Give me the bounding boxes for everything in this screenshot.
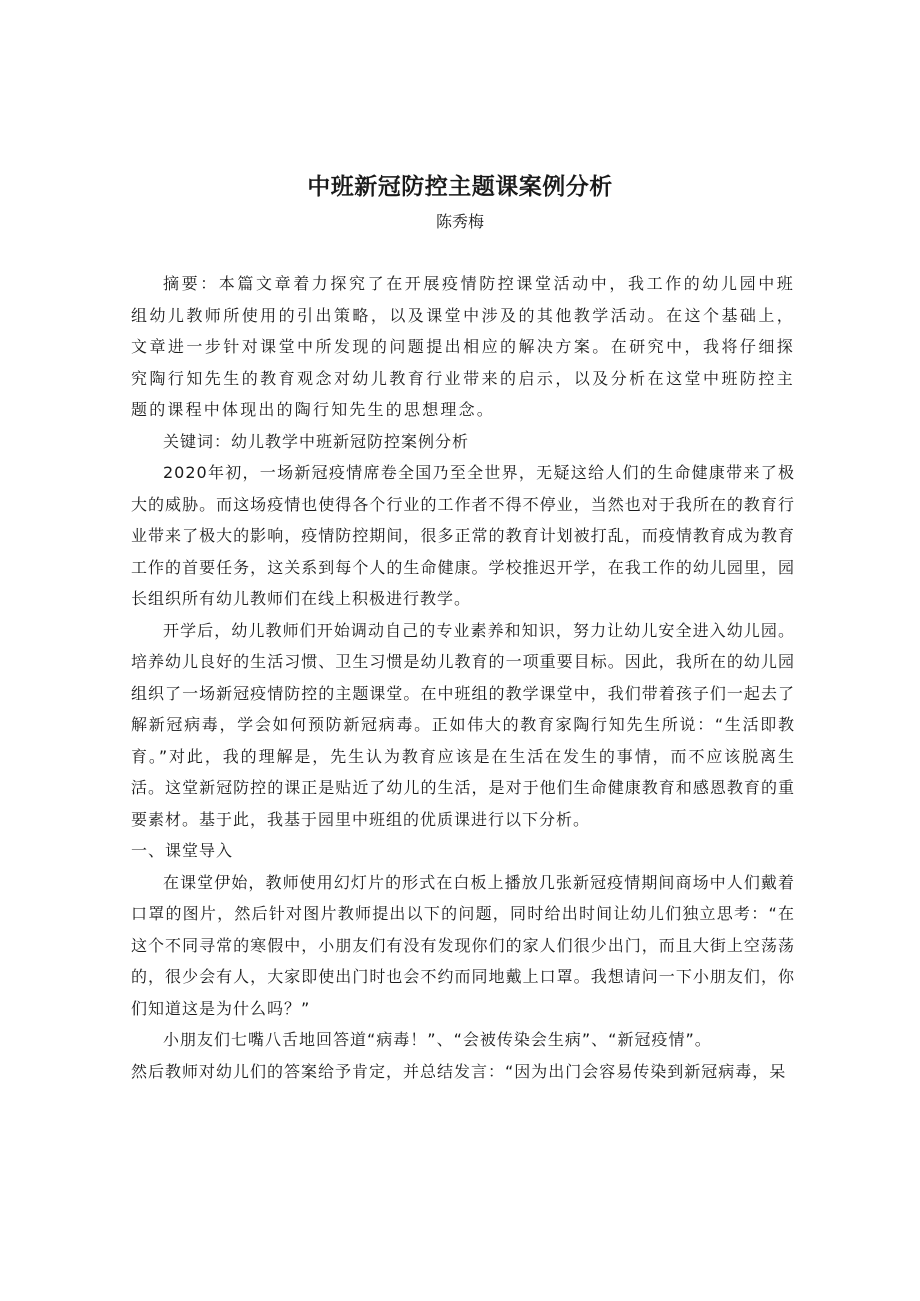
body-paragraph: 2020年初，一场新冠疫情席卷全国乃至全世界，无疑这给人们的生命健康带来了极大的威胁。而这场疫情也使得各个行业的工作者不得不停业，当然也对于我所在的教育行业带来了极大的影响，疫情防控期间，很多正常的教育计划被打乱，而疫情教育成为教育工作的首要任务，这关系到每个人的生命健康。学校推迟开学，在我工作的幼儿园里，园长组织所有幼儿教师们在线上积极进行教学。 [131,463,795,608]
body-paragraph: 小朋友们七嘴八舌地回答道“病毒！”、“会被传染会生病”、“新冠疫情”。 [163,1030,712,1049]
body-paragraph: 开学后，幼儿教师们开始调动自己的专业素养和知识，努力让幼儿安全进入幼儿园。培养幼儿良好的生活习惯、卫生习惯是幼儿教育的一项重要目标。因此，我所在的幼儿园组织了一场新冠疫情防控的主题课堂。在中班组的教学课堂中，我们带着孩子们一起去了解新冠病毒，学会如何预防新冠病毒。正如伟大的教育家陶行知先生所说：“生活即教育。”对此，我的理解是，先生认为教育应该是在生活在发生的事情，而不应该脱离生活。这堂新冠防控的课正是贴近了幼儿的生活，是对于他们生命健康教育和感恩教育的重要素材。基于此，我基于园里中班组的优质课进行以下分析。 [131,620,795,829]
body-paragraph: 在课堂伊始，教师使用幻灯片的形式在白板上播放几张新冠疫情期间商场中人们戴着口罩的图片，然后针对图片教师提出以下的问题，同时给出时间让幼儿们独立思考：“在这个不同寻常的寒假中，小朋友们有没有发现你们的家人们很少出门，而且大街上空荡荡的，很少会有人，大家即使出门时也会不约而同地戴上口罩。我想请问一下小朋友们，你们知道这是为什么吗？” [131,872,795,1018]
abstract-paragraph: 摘要：本篇文章着力探究了在开展疫情防控课堂活动中，我工作的幼儿园中班组幼儿教师所使用的引出策略，以及课堂中涉及的其他教学活动。在这个基础上，文章进一步针对课堂中所发现的问题提出相应的解决方案。在研究中，我将仔细探究陶行知先生的教育观念对幼儿教育行业带来的启示，以及分析在这堂中班防控主题的课程中体现出的陶行知先生的思想理念。 [131,274,795,419]
document-author: 陈秀梅 [435,212,484,231]
document-body [131,268,795,1087]
document-title: 中班新冠防控主题课案例分析 [307,174,613,200]
section-heading: 一、课堂导入 [131,841,234,860]
keywords-line: 关键词：幼儿教学中班新冠防控案例分析 [163,431,470,451]
body-paragraph-continued: 然后教师对幼儿们的答案给予肯定，并总结发言：“因为出门会容易传染到新冠病毒，呆 [131,1061,787,1081]
